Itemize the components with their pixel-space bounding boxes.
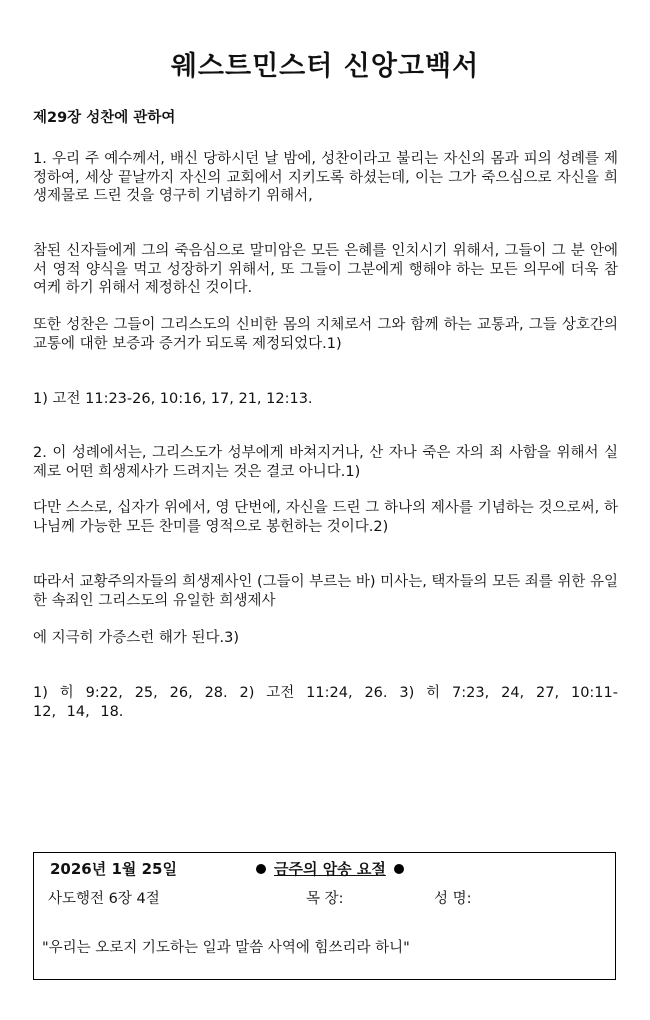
section2-paragraph3: 따라서 교황주의자들의 희생제사인 (그들이 부르는 바) 미사는, 택자들의 모든 죄를 위한 유일한 속죄인 그리스도의 유일한 희생제사: [33, 574, 618, 609]
memo-reference: 사도행전 6장 4절: [48, 891, 160, 907]
chapter-heading: 제29장 성찬에 관하여: [33, 110, 176, 126]
memory-verse-box: [33, 852, 616, 980]
bullet-icon: [256, 864, 266, 874]
section1-paragraph2: 참된 신자들에게 그의 죽음심으로 말미암은 모든 은혜를 인치시기 위해서, 그들이 그 분 안에서 영적 양식을 먹고 성장하기 위해서, 또 그들이 그분에게 행해야 하는 모든 의무에 더욱 참여케 하기 위해서 제정하신 것이다.: [33, 243, 618, 296]
memo-name-label: 성 명:: [434, 891, 472, 907]
section1-footnote: 1) 고전 11:23-26, 10:16, 17, 21, 12:13.: [33, 391, 313, 407]
section2-paragraph1: 2. 이 성례에서는, 그리스도가 성부에게 바쳐지거나, 산 자나 죽은 자의 죄 사함을 위해서 실제로 어떤 희생제사가 드려지는 것은 결코 아니다.1): [33, 445, 618, 480]
memo-heading: [256, 858, 404, 879]
memo-date: 2026년 1월 25일: [50, 860, 177, 878]
section2-paragraph4: 에 지극히 가증스런 해가 된다.3): [33, 630, 240, 646]
section1-paragraph1: 1. 우리 주 예수께서, 배신 당하시던 날 밤에, 성찬이라고 불리는 자신의 몸과 피의 성례를 제정하여, 세상 끝날까지 자신의 교회에서 지키도록 하셨는데, 이는 그가 죽으심으로 자신을 희생제물로 드린 것을 영구히 기념하기 위해서,: [33, 151, 618, 204]
section1-paragraph3: 또한 성찬은 그들이 그리스도의 신비한 몸의 지체로서 그와 함께 하는 교통과, 그들 상호간의 교통에 대한 보증과 증거가 되도록 제정되었다.1): [33, 317, 618, 352]
memo-heading-label: 금주의 암송 요절: [274, 860, 386, 878]
document-title: 웨스트민스터 신앙고백서: [170, 51, 480, 82]
section2-footnote: 1) 히 9:22, 25, 26, 28. 2) 고전 11:24, 26. 3) 히 7:23, 24, 27, 10:11-12, 14, 18.: [33, 685, 618, 720]
memo-verse: "우리는 오로지 기도하는 일과 말씀 사역에 힘쓰리라 하니": [42, 940, 410, 956]
section2-paragraph2: 다만 스스로, 십자가 위에서, 영 단번에, 자신을 드린 그 하나의 제사를 기념하는 것으로써, 하나님께 가능한 모든 찬미를 영적으로 봉헌하는 것이다.2): [33, 500, 618, 535]
memo-grade-label: 목 장:: [306, 891, 344, 907]
bullet-icon: [394, 864, 404, 874]
